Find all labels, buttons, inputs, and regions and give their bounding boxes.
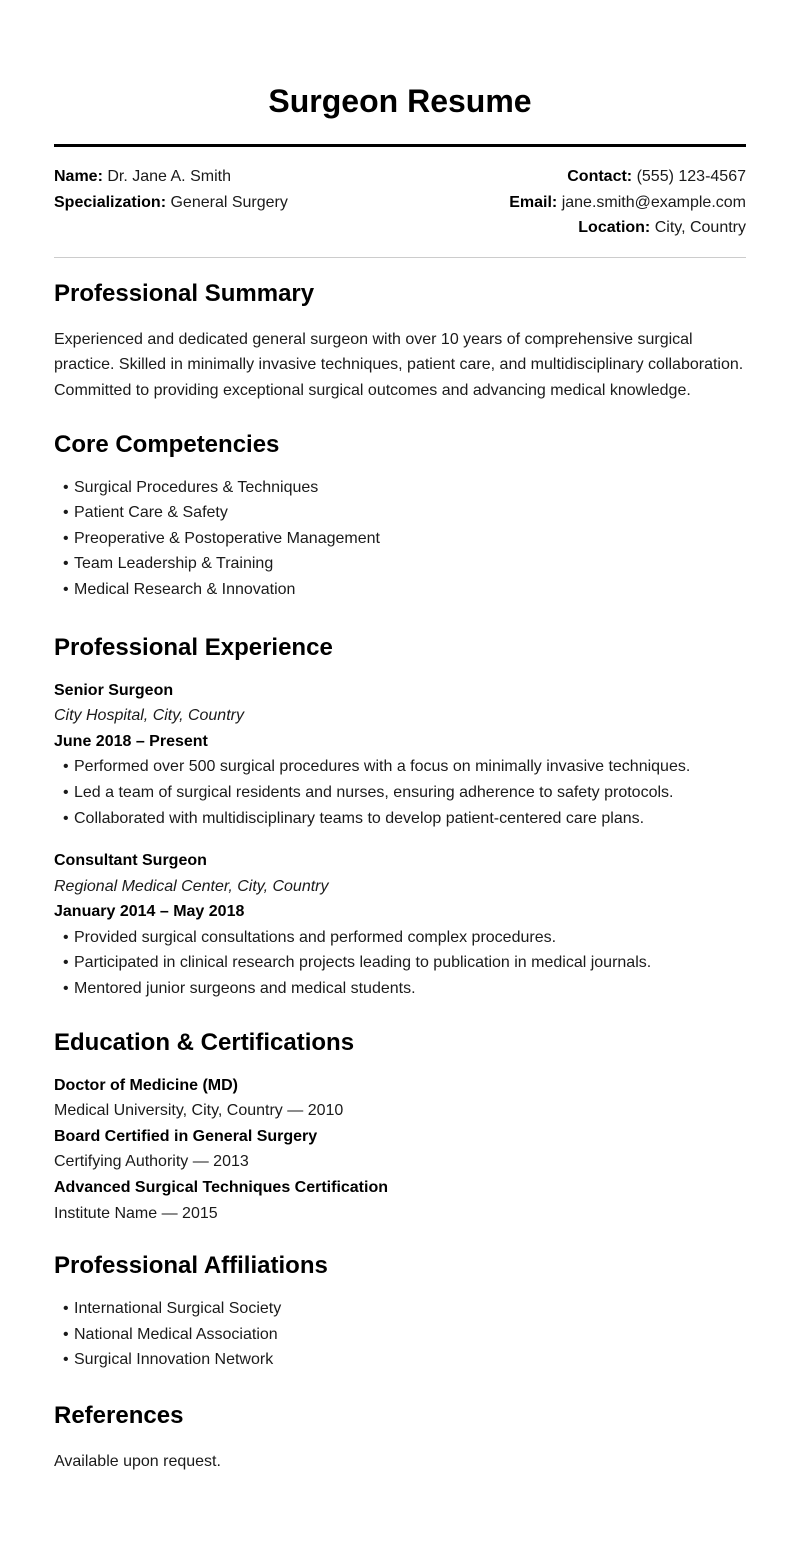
job-bullets [54,754,746,831]
list-item: • Surgical Procedures & Techniques [63,475,746,501]
affiliations-list [54,1296,746,1373]
name-value: Dr. Jane A. Smith [107,168,231,185]
job-dates: January 2014 – May 2018 [54,903,245,921]
contact-right [509,164,746,241]
education-heading: Education & Certifications [54,1028,355,1056]
list-item: • Participated in clinical research projects leading to publication in medical journals. [63,950,746,976]
education-list [54,1073,746,1227]
job-dates: June 2018 – Present [54,732,208,750]
competencies-heading: Core Competencies [54,430,280,458]
name-line [54,164,288,190]
experience-heading: Professional Experience [54,633,333,661]
list-item: • Provided surgical consultations and performed complex procedures. [63,925,746,951]
affiliations-heading: Professional Affiliations [54,1252,328,1280]
contact-left [54,164,288,241]
contact-divider [54,257,746,258]
list-item: • Mentored junior surgeons and medical students. [63,976,746,1002]
list-item: • National Medical Association [63,1322,746,1348]
education-detail: Medical University, City, Country — 2010 [54,1102,344,1120]
list-item: • Team Leadership & Training [63,551,746,577]
specialization-label: Specialization: [54,193,167,211]
job-bullets [54,925,746,1002]
location-line [509,215,746,241]
phone-value: (555) 123-4567 [636,168,746,185]
competencies-section [54,431,746,603]
phone-label: Contact: [567,168,633,185]
education-title: Board Certified in General Surgery [54,1127,318,1145]
job-entry [54,678,746,832]
email-value: jane.smith@example.com [561,193,746,211]
email-line [509,190,746,216]
education-detail: Certifying Authority — 2013 [54,1153,249,1171]
summary-text: Experienced and dedicated general surgeon with over 10 years of comprehensive surgical practice. Skilled in minimally invasive techniques, patient care, and multidisciplinary collaboration. Committed to providing exceptional surgical outcomes and advancing medical knowledge. [54,330,744,399]
page-title: Surgeon Resume [268,83,532,119]
experience-section [54,634,746,1002]
list-item: • Patient Care & Safety [63,500,746,526]
list-item: • International Surgical Society [63,1296,746,1322]
job-role: Consultant Surgeon [54,852,207,870]
resume-page [54,0,746,1475]
email-label: Email: [509,193,558,211]
references-heading: References [54,1402,184,1429]
education-detail: Institute Name — 2015 [54,1204,218,1222]
job-entry [54,848,746,1002]
list-item: • Medical Research & Innovation [63,577,746,603]
references-section [54,1402,746,1475]
education-section [54,1029,746,1227]
competencies-list [54,475,746,603]
job-organization: City Hospital, City, Country [54,707,244,725]
specialization-value: General Surgery [170,193,288,211]
name-label: Name: [54,168,103,185]
list-item: • Preoperative & Postoperative Management [63,526,746,552]
list-item: • Performed over 500 surgical procedures with a focus on minimally invasive techniques. [63,754,746,780]
list-item: • Surgical Innovation Network [63,1347,746,1373]
list-item: • Collaborated with multidisciplinary teams to develop patient-centered care plans. [63,806,746,832]
title-divider [54,144,746,147]
job-organization: Regional Medical Center, City, Country [54,877,329,895]
location-label: Location: [578,219,651,237]
specialization-line [54,190,288,216]
affiliations-section [54,1252,746,1373]
summary-heading: Professional Summary [54,279,315,307]
summary-section [54,280,746,404]
education-title: Advanced Surgical Techniques Certification [54,1179,388,1197]
list-item: • Led a team of surgical residents and nurses, ensuring adherence to safety protocols. [63,780,746,806]
contact-block [54,164,746,241]
job-role: Senior Surgeon [54,681,174,699]
references-text: Available upon request. [54,1453,221,1470]
location-value: City, Country [654,219,746,237]
education-title: Doctor of Medicine (MD) [54,1076,238,1094]
phone-line [509,164,746,190]
